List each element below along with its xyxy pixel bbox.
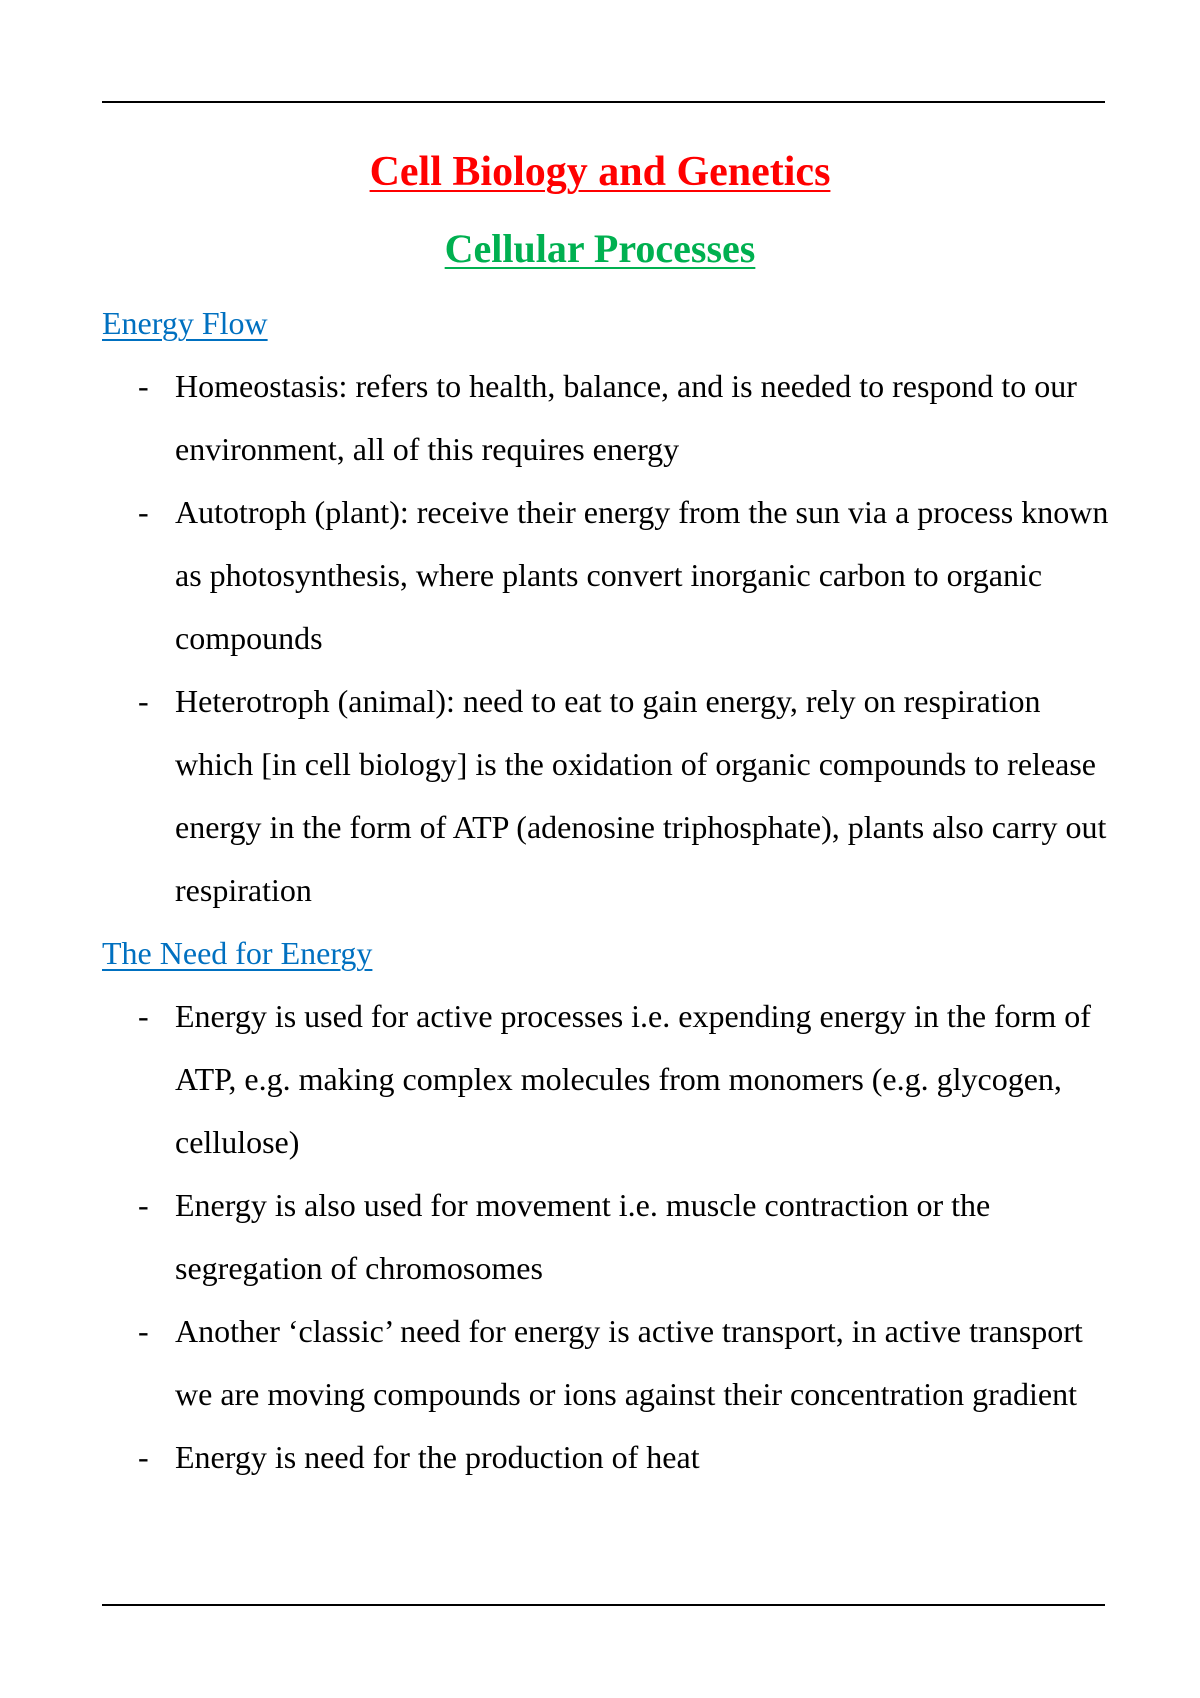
section-need-for-energy: [102, 922, 1112, 1489]
list-item: [102, 670, 1112, 922]
list-item-text: Heterotroph (animal): need to eat to gain energy, rely on respiration which [in cell biology] is the oxidation of organic compounds to release energy in the form of ATP (adenosine triphosphate), plants also carry out respiration: [175, 683, 1107, 908]
bullet-dash: -: [138, 683, 149, 719]
list-item-text: Autotroph (plant): receive their energy from the sun via a process known as photosynthesis, where plants convert inorganic carbon to organic compounds: [175, 494, 1109, 656]
list-item: [102, 985, 1112, 1174]
document-body: [102, 292, 1112, 1489]
list-item-text: Homeostasis: refers to health, balance, and is needed to respond to our environment, all of this requires energy: [175, 368, 1077, 467]
bullet-dash: -: [138, 998, 149, 1034]
bottom-rule: [102, 1604, 1105, 1606]
section-energy-flow: [102, 292, 1112, 922]
list-item: [102, 1426, 1112, 1489]
bullet-dash: -: [138, 494, 149, 530]
section-heading: The Need for Energy: [102, 935, 373, 971]
bullet-list: [102, 355, 1112, 922]
bullet-dash: -: [138, 1187, 149, 1223]
list-item: [102, 1174, 1112, 1300]
list-item-text: Energy is need for the production of heat: [175, 1439, 700, 1475]
list-item: [102, 481, 1112, 670]
list-item: [102, 1300, 1112, 1426]
list-item-text: Another ‘classic’ need for energy is active transport, in active transport we are moving compounds or ions against their concentration gradient: [175, 1313, 1083, 1412]
top-rule: [102, 101, 1105, 103]
list-item: [102, 355, 1112, 481]
bullet-dash: -: [138, 1313, 149, 1349]
bullet-list: [102, 985, 1112, 1489]
bullet-dash: -: [138, 368, 149, 404]
list-item-text: Energy is also used for movement i.e. muscle contraction or the segregation of chromosomes: [175, 1187, 991, 1286]
document-title: Cell Biology and Genetics: [369, 149, 831, 195]
list-item-text: Energy is used for active processes i.e. expending energy in the form of ATP, e.g. making complex molecules from monomers (e.g. glycogen, cellulose): [175, 998, 1091, 1160]
document-subtitle: Cellular Processes: [444, 226, 756, 271]
section-heading: Energy Flow: [102, 305, 268, 341]
bullet-dash: -: [138, 1439, 149, 1475]
